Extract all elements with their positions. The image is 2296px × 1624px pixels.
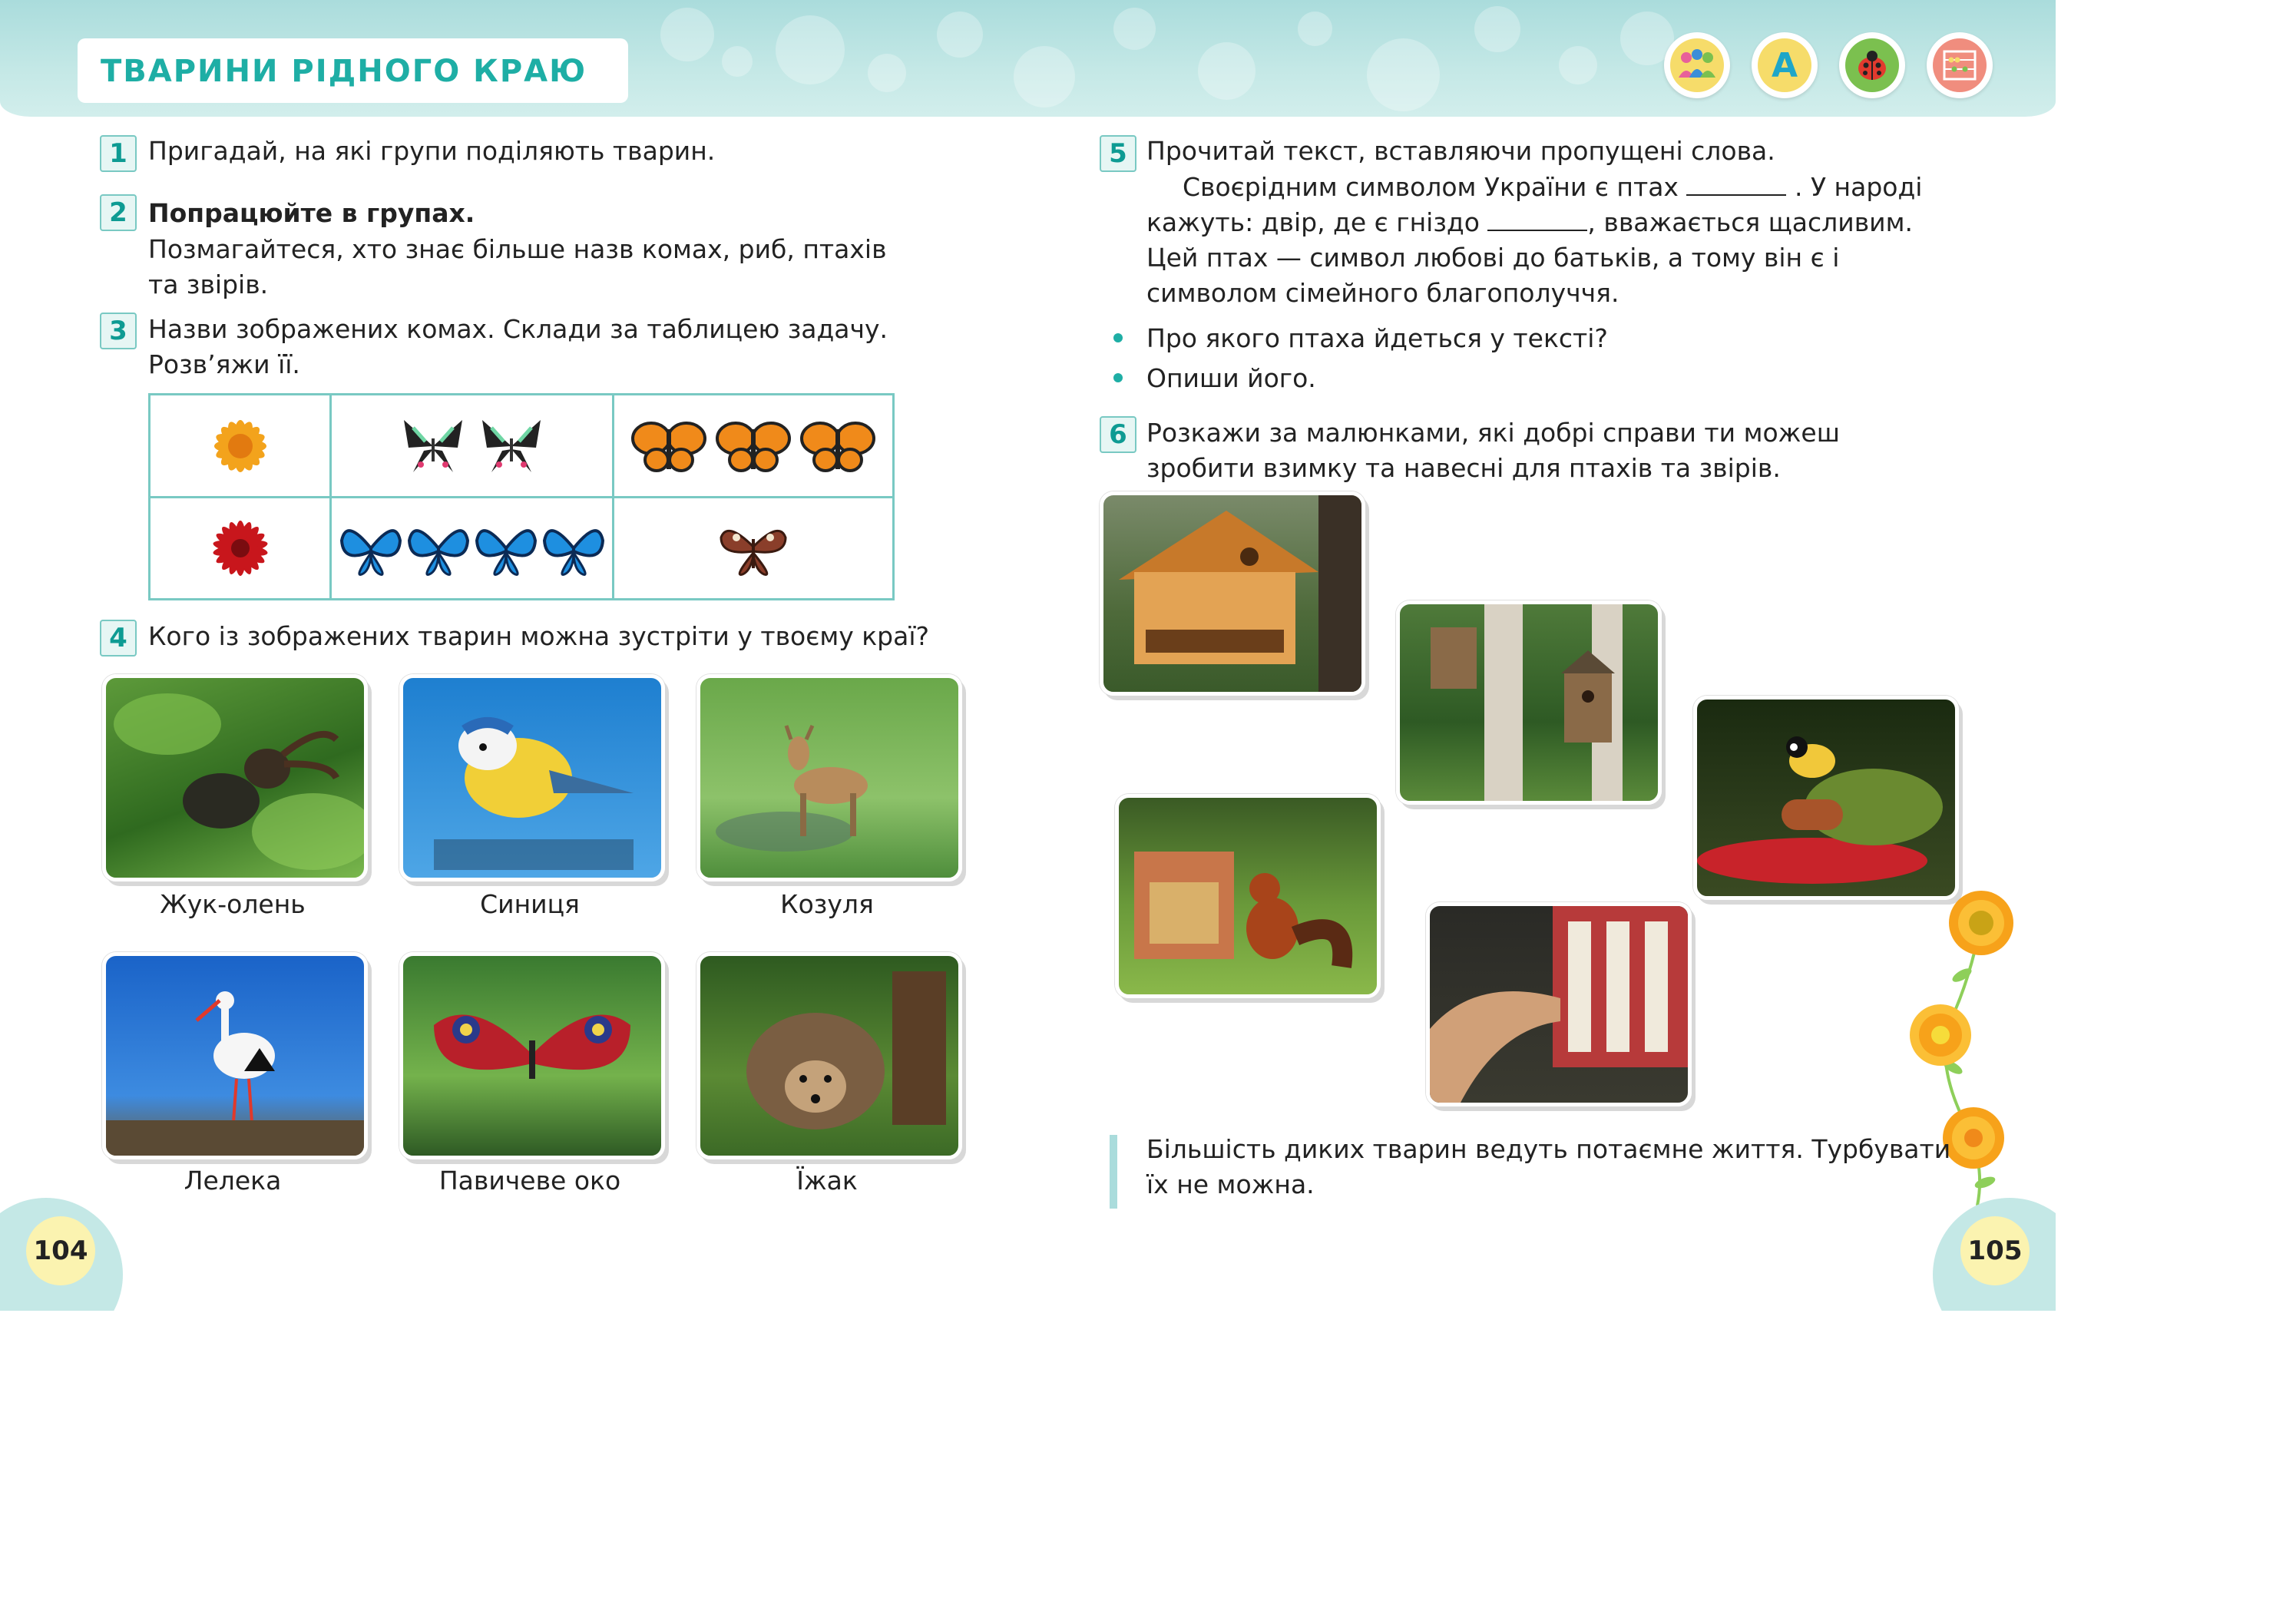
blue-morpho-butterfly-icon xyxy=(406,518,471,579)
bird-feeder-photo xyxy=(1100,491,1365,696)
white-stork-photo xyxy=(102,952,368,1159)
task-5-line-2a: кажуть: двір, де є гніздо xyxy=(1146,207,1480,237)
blue-morpho-butterfly-icon xyxy=(339,518,403,579)
hedgehog-photo xyxy=(696,952,962,1159)
task-number-3: 3 xyxy=(100,313,137,349)
task-5-line-1 xyxy=(1183,170,1922,205)
task-1-text: Пригадай, на які групи поділяють тварин. xyxy=(148,136,716,166)
deer-at-feeder-photo xyxy=(1426,902,1692,1106)
task-5-intro: Прочитай текст, вставляючи пропущені слова. xyxy=(1146,136,1775,166)
task-6-line-1: Розкажи за малюнками, які добрі справи ти можеш xyxy=(1146,418,1840,448)
red-flower-icon xyxy=(194,502,286,594)
bullet-dot xyxy=(1113,373,1123,382)
bullet-dot xyxy=(1113,333,1123,342)
page-number-left: 104 xyxy=(26,1216,95,1285)
yellow-flower-cell xyxy=(151,395,332,498)
note-line-2: їх не можна. xyxy=(1146,1169,1315,1199)
brown-moth-cell xyxy=(614,498,892,598)
animal-caption: Козуля xyxy=(780,889,874,919)
task-3-line-2: Розв’яжи її. xyxy=(148,349,300,379)
orange-butterfly-icon xyxy=(715,415,792,477)
fill-in-blank[interactable] xyxy=(1487,208,1587,231)
blue-butterflies-cell xyxy=(332,498,614,598)
animal-caption: Жук-олень xyxy=(160,889,306,919)
task-number-6: 6 xyxy=(1100,416,1136,453)
animal-caption: Синиця xyxy=(480,889,580,919)
letter-a-icon: A xyxy=(1752,32,1818,98)
animal-caption: Їжак xyxy=(796,1166,858,1196)
animal-caption: Павичеве око xyxy=(438,1166,621,1196)
insect-table xyxy=(148,393,895,600)
fill-in-blank[interactable] xyxy=(1686,173,1786,196)
peacock-butterfly-photo xyxy=(399,952,665,1159)
blue-morpho-butterfly-icon xyxy=(541,518,606,579)
task-number-2: 2 xyxy=(100,194,137,231)
task-6-line-2: зробити взимку та навесні для птахів та звірів. xyxy=(1146,453,1781,483)
page-number-right: 105 xyxy=(1960,1216,2030,1285)
task-3-line-1: Назви зображених комах. Склади за таблицею задачу. xyxy=(148,314,888,344)
page-title-tab xyxy=(78,38,628,103)
task-number-5: 5 xyxy=(1100,135,1136,172)
animal-caption: Лелека xyxy=(184,1166,282,1196)
task-5-line-3: Цей птах — символ любові до батьків, а тому він є і xyxy=(1146,243,1840,273)
task-2-heading: Попрацюйте в групах. xyxy=(148,198,475,228)
group-work-icon xyxy=(1664,32,1730,98)
yellow-flower-icon xyxy=(194,400,286,492)
task-5-question-2: Опиши його. xyxy=(1146,363,1316,393)
great-tit-feeding-photo xyxy=(1693,696,1959,900)
abacus-icon xyxy=(1927,32,1993,98)
task-5-line-2b: , вважається щасливим. xyxy=(1587,207,1913,237)
task-5-line-1a: Своєрідним символом України є птах xyxy=(1183,172,1679,202)
swallowtail-butterfly-icon xyxy=(476,411,547,481)
ladybug-icon xyxy=(1839,32,1905,98)
task-5-line-1b: . У народі xyxy=(1794,172,1923,202)
task-number-4: 4 xyxy=(100,620,137,657)
swallowtail-butterflies-cell xyxy=(332,395,614,498)
orange-butterfly-icon xyxy=(630,415,707,477)
note-accent-bar xyxy=(1110,1135,1117,1209)
brown-moth-icon xyxy=(716,518,790,579)
swallowtail-butterfly-icon xyxy=(398,411,468,481)
red-flower-cell xyxy=(151,498,332,598)
task-2-line-2: та звірів. xyxy=(148,270,269,299)
task-5-line-4: символом сімейного благополуччя. xyxy=(1146,278,1619,308)
squirrel-feeder-photo xyxy=(1115,794,1381,998)
task-5-question-1: Про якого птаха йдеться у тексті? xyxy=(1146,323,1608,353)
page-title: ТВАРИНИ РІДНОГО КРАЮ xyxy=(101,54,587,89)
roe-deer-photo xyxy=(696,674,962,881)
task-2-line-1: Позмагайтеся, хто знає більше назв комах, риб, птахів xyxy=(148,234,887,264)
blue-tit-photo xyxy=(399,674,665,881)
birdhouses-on-birch-photo xyxy=(1396,600,1662,805)
note-line-1: Більшість диких тварин ведуть потаємне життя. Турбувати xyxy=(1146,1134,1951,1164)
task-5-line-2 xyxy=(1146,205,1913,240)
task-number-1: 1 xyxy=(100,135,137,172)
task-4-text: Кого із зображених тварин можна зустріти у твоєму краї? xyxy=(148,621,930,651)
orange-butterfly-icon xyxy=(799,415,876,477)
blue-morpho-butterfly-icon xyxy=(474,518,538,579)
monarch-butterflies-cell xyxy=(614,395,892,498)
stag-beetle-photo xyxy=(102,674,368,881)
